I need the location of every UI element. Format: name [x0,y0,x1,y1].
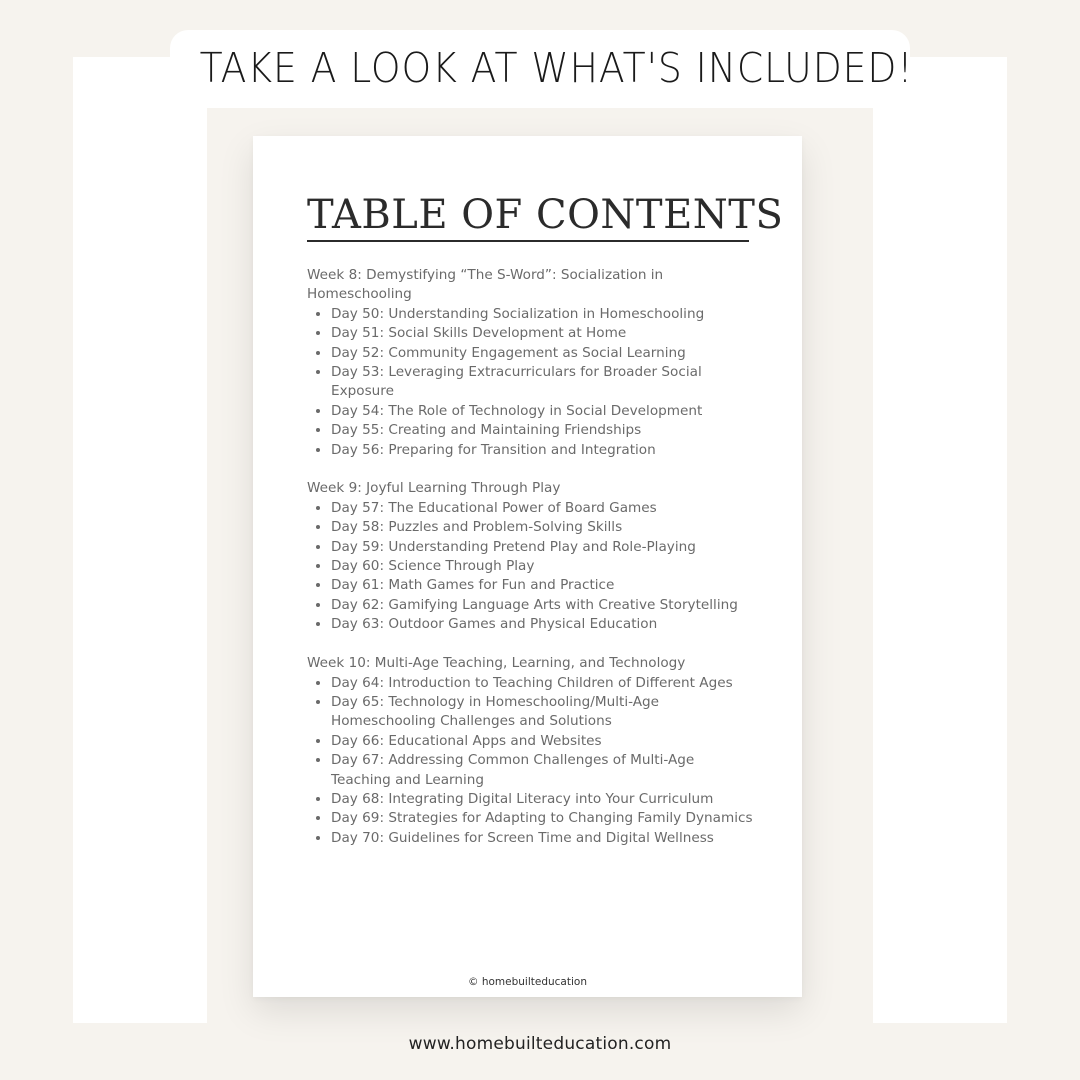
page-footer: © homebuilteducation [468,976,587,988]
day-item: • Day 53: Leveraging Extracurriculars for Broader Social Exposure [331,363,757,402]
site-url: www.homebuilteducation.com [408,1034,672,1054]
day-item: • Day 69: Strategies for Adapting to Changing Family Dynamics [331,809,757,828]
day-item: • Day 58: Puzzles and Problem-Solving Skills [331,518,757,537]
day-item: • Day 60: Science Through Play [331,557,757,576]
toc-title: TABLE OF CONTENTS [307,192,784,238]
toc-title-underline [307,240,749,242]
day-item: • Day 50: Understanding Socialization in Homeschooling [331,305,757,324]
day-list [307,499,757,635]
day-item: • Day 64: Introduction to Teaching Children of Different Ages [331,674,757,693]
day-item: • Day 70: Guidelines for Screen Time and Digital Wellness [331,829,757,848]
headline: TAKE A LOOK AT WHAT'S INCLUDED! [199,44,914,92]
day-item: • Day 51: Social Skills Development at Home [331,324,757,343]
week-title: Week 9: Joyful Learning Through Play [307,480,561,497]
day-item: • Day 65: Technology in Homeschooling/Multi-Age Homeschooling Challenges and Solutions [331,693,757,732]
day-list [307,305,757,460]
day-item: • Day 55: Creating and Maintaining Friendships [331,421,757,440]
day-item: • Day 52: Community Engagement as Social Learning [331,344,757,363]
day-item: • Day 56: Preparing for Transition and Integration [331,441,757,460]
week-title: Week 8: Demystifying “The S-Word”: Socialization in Homeschooling [307,267,664,303]
day-item: • Day 59: Understanding Pretend Play and Role-Playing [331,538,757,557]
week-section [307,266,757,460]
day-item: • Day 67: Addressing Common Challenges of Multi-Age Teaching and Learning [331,751,757,790]
toc-list [307,266,757,868]
day-item: • Day 61: Math Games for Fun and Practice [331,576,757,595]
day-item: • Day 62: Gamifying Language Arts with Creative Storytelling [331,596,757,615]
document-page [253,136,802,997]
week-section [307,654,757,848]
day-item: • Day 57: The Educational Power of Board Games [331,499,757,518]
day-list [307,674,757,849]
week-title: Week 10: Multi-Age Teaching, Learning, and Technology [307,655,686,672]
day-item: • Day 66: Educational Apps and Websites [331,732,757,751]
week-section [307,479,757,634]
day-item: • Day 63: Outdoor Games and Physical Education [331,615,757,634]
day-item: • Day 68: Integrating Digital Literacy into Your Curriculum [331,790,757,809]
day-item: • Day 54: The Role of Technology in Social Development [331,402,757,421]
